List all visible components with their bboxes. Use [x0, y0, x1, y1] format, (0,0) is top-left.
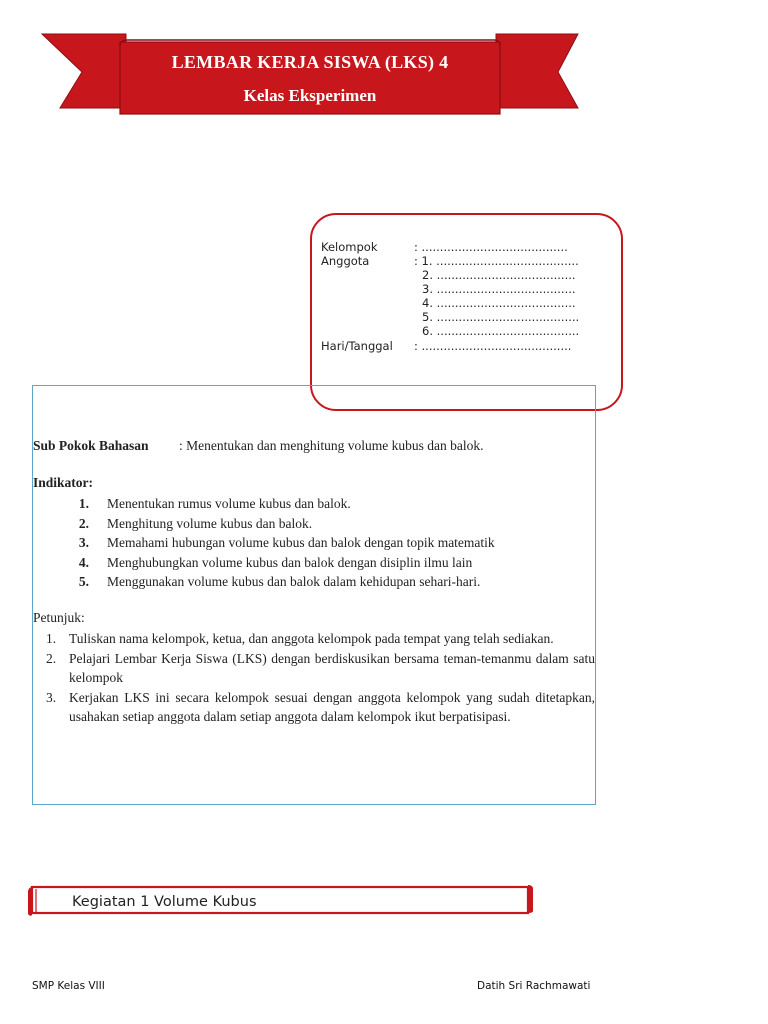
sub-pokok-bahasan: [33, 438, 483, 454]
lesson-content-box: [32, 385, 596, 805]
item-text: Menghubungkan volume kubus dan balok dengan disiplin ilmu lain: [107, 554, 473, 570]
anggota-row-2: [321, 268, 576, 282]
sub-pokok-label: Sub Pokok Bahasan: [33, 438, 149, 453]
tanggal-field[interactable]: : .........................................: [414, 339, 572, 353]
anggota-field-1[interactable]: : 1. .......................................: [414, 254, 579, 268]
petunjuk-list: [33, 629, 595, 727]
item-text: Tuliskan nama kelompok, ketua, dan anggota kelompok pada tempat yang telah sediakan.: [69, 631, 554, 646]
list-item: [33, 629, 595, 649]
list-item: [33, 572, 495, 592]
kegiatan-title: Kegiatan 1 Volume Kubus: [72, 894, 257, 910]
item-number: 1.: [78, 496, 89, 511]
footer-author: Datih Sri Rachmawati: [477, 980, 591, 992]
group-info-box: [310, 213, 623, 411]
ribbon-left-tail: [42, 34, 126, 108]
item-text: Menggunakan volume kubus dan balok dalam kehidupan sehari-hari.: [107, 574, 481, 589]
tanggal-label: Hari/Tanggal: [321, 339, 393, 353]
anggota-field-3[interactable]: 3. ......................................: [422, 282, 576, 296]
kelompok-label: Kelompok: [321, 240, 378, 254]
footer-school: SMP Kelas VIII: [32, 980, 105, 992]
indikator-list: [33, 494, 495, 592]
anggota-label: Anggota: [321, 254, 370, 268]
scroll-left-curl: [28, 887, 32, 916]
kelompok-field[interactable]: : ........................................: [414, 240, 568, 254]
list-item: [33, 494, 495, 514]
anggota-row: [321, 254, 579, 268]
item-number: 4.: [78, 554, 89, 570]
anggota-row-6: [321, 324, 579, 338]
list-item: [33, 514, 495, 534]
anggota-row-4: [321, 296, 576, 310]
worksheet-subtitle: Kelas Eksperimen: [243, 86, 377, 105]
anggota-row-3: [321, 282, 576, 296]
item-text: Menentukan rumus volume kubus dan balok.: [107, 496, 351, 511]
kelompok-row: [321, 240, 568, 254]
anggota-row-5: [321, 310, 579, 324]
item-text: Pelajari Lembar Kerja Siswa (LKS) dengan berdiskusikan bersama teman-temanmu dalam satu kelompok: [69, 650, 595, 685]
anggota-field-4[interactable]: 4. ......................................: [422, 296, 576, 310]
item-text: Menghitung volume kubus dan balok.: [107, 515, 313, 531]
indikator-heading: Indikator:: [33, 475, 94, 490]
petunjuk-heading: Petunjuk:: [33, 610, 85, 625]
worksheet-title: LEMBAR KERJA SISWA (LKS) 4: [171, 52, 449, 72]
ribbon-right-tail: [496, 34, 578, 108]
item-number: 1.: [46, 631, 57, 646]
item-number: 5.: [78, 574, 89, 589]
item-number: 2.: [78, 515, 89, 531]
item-text: Kerjakan LKS ini secara kelompok sesuai dengan anggota kelompok yang sudah ditetapkan, usahakan setiap anggota dalam setiap anggota dalam kelompok ikut berpatisipasi.: [69, 689, 595, 724]
anggota-field-5[interactable]: 5. .......................................: [422, 310, 580, 324]
item-number: 2.: [46, 650, 57, 666]
item-number: 3.: [46, 689, 57, 705]
anggota-field-6[interactable]: 6. .......................................: [422, 324, 580, 338]
tanggal-row: [321, 339, 571, 353]
item-text: Memahami hubungan volume kubus dan balok dengan topik matematik: [107, 535, 495, 550]
scroll-right-curl: [528, 885, 533, 913]
list-item: [33, 649, 595, 688]
list-item: [33, 553, 495, 573]
sub-pokok-value: : Menentukan dan menghitung volume kubus dan balok.: [179, 438, 484, 453]
list-item: [33, 688, 595, 727]
list-item: [33, 533, 495, 553]
anggota-field-2[interactable]: 2. ......................................: [422, 268, 576, 282]
item-number: 3.: [78, 535, 89, 550]
